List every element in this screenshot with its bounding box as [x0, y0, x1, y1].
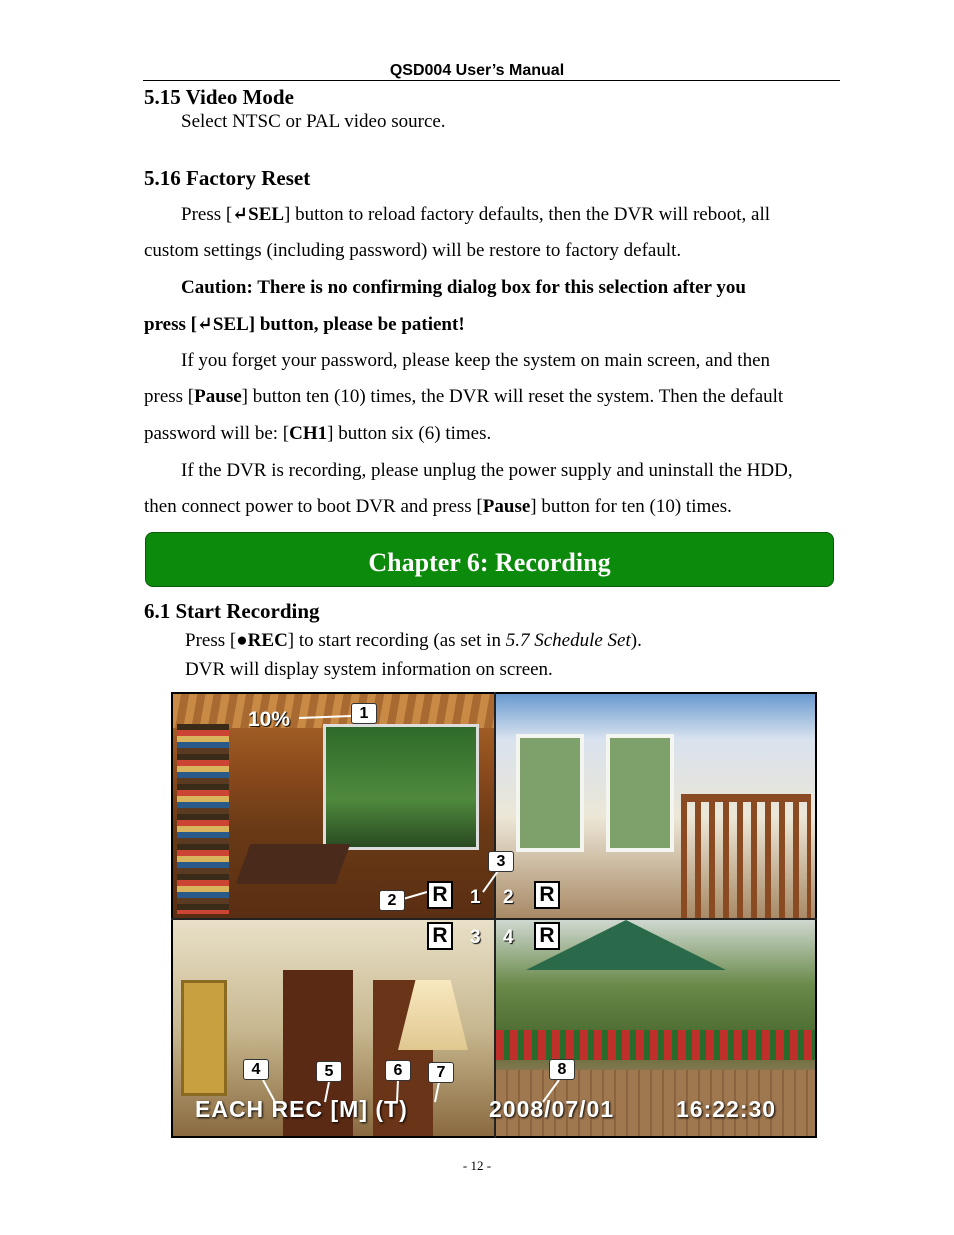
start-recording-line2: DVR will display system information on screen. — [185, 659, 553, 680]
callout-4: 4 — [243, 1059, 269, 1080]
recording-reset-line1: If the DVR is recording, please unplug the power supply and uninstall the HDD, — [181, 460, 793, 481]
forgot-password-line3: password will be: [CH1] button six (6) times. — [144, 423, 492, 444]
header-rule — [143, 80, 840, 81]
start-recording-line1: Press [●REC] to start recording (as set in 5.7 Schedule Set). — [185, 630, 642, 651]
system-time: 16:22:30 — [676, 1096, 777, 1122]
channel-label-4: 4 — [503, 927, 514, 948]
rec-marker-ch1: R — [427, 881, 453, 909]
callout-7: 7 — [428, 1062, 454, 1083]
chapter-banner: Chapter 6: Recording — [145, 532, 834, 587]
callout-1: 1 — [351, 703, 377, 724]
rec-marker-ch2: R — [534, 881, 560, 909]
page-header: QSD004 User’s Manual — [389, 62, 565, 79]
hdd-usage-percent: 10% — [248, 708, 291, 731]
rec-marker-ch4: R — [534, 922, 560, 950]
caution-line2: press [↵SEL] button, please be patient! — [144, 314, 465, 335]
rec-key: ●REC — [236, 630, 288, 651]
forgot-password-line2: press [Pause] button ten (10) times, the DVR will reset the system. Then the default — [144, 386, 784, 407]
record-mode-status: EACH REC [M] (T) — [195, 1096, 408, 1122]
callout-3: 3 — [488, 851, 514, 872]
dvr-screen-figure — [171, 692, 817, 1138]
factory-reset-p1-line2: custom settings (including password) will be restore to factory default. — [144, 240, 682, 261]
callout-5: 5 — [316, 1061, 342, 1082]
factory-reset-p1-line1: Press [↵SEL] button to reload factory defaults, then the DVR will reboot, all — [181, 204, 771, 225]
channel-label-1: 1 — [470, 887, 481, 908]
page-number: - 12 - — [462, 1158, 492, 1173]
caution-line1: Caution: There is no confirming dialog box for this selection after you — [181, 277, 746, 298]
forgot-password-line1: If you forget your password, please keep the system on main screen, and then — [181, 350, 771, 371]
callout-2: 2 — [379, 890, 405, 911]
system-date: 2008/07/01 — [489, 1096, 615, 1122]
recording-reset-line2: then connect power to boot DVR and press [Pause] button for ten (10) times. — [144, 496, 732, 517]
channel-label-3: 3 — [470, 927, 481, 948]
schedule-set-reference: 5.7 Schedule Set — [505, 630, 631, 651]
channel-label-2: 2 — [503, 887, 514, 908]
callout-8: 8 — [549, 1059, 575, 1080]
heading-start-recording: 6.1 Start Recording — [144, 599, 320, 623]
ch1-key: CH1 — [289, 423, 328, 444]
heading-factory-reset: 5.16 Factory Reset — [144, 166, 311, 190]
heading-video-mode: 5.15 Video Mode — [144, 85, 294, 109]
video-mode-text: Select NTSC or PAL video source. — [181, 111, 446, 132]
callout-6: 6 — [385, 1060, 411, 1081]
rec-marker-ch3: R — [427, 922, 453, 950]
pause-key: Pause — [482, 496, 531, 517]
sel-key: ↵SEL — [232, 204, 285, 225]
pause-key: Pause — [194, 386, 242, 407]
